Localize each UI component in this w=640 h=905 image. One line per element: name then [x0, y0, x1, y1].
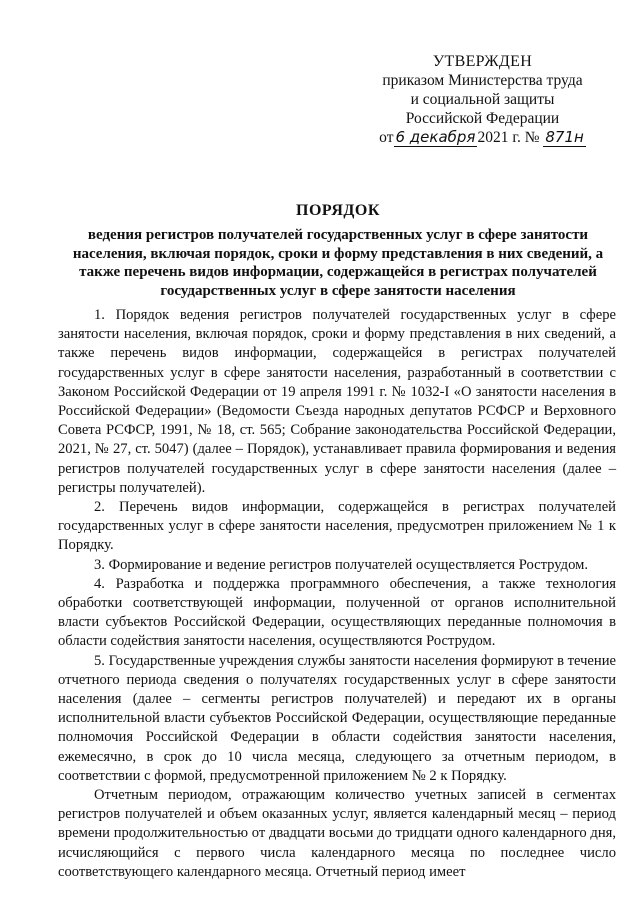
document-body	[58, 306, 616, 882]
approval-heading: УТВЕРЖДЕН	[432, 53, 533, 70]
approval-date-line	[370, 128, 595, 147]
document-title: ПОРЯДОК	[296, 202, 380, 219]
paragraph-3: 3. Формирование и ведение регистров получателей осуществляется Рострудом.	[94, 556, 588, 573]
handwritten-date: 6 декабря	[395, 128, 476, 146]
date-prefix: от	[379, 129, 394, 146]
year-text: 2021 г. №	[477, 129, 540, 146]
handwritten-number: 871н	[545, 128, 584, 146]
approval-line-1: приказом Министерства труда	[382, 72, 583, 89]
paragraph-6: Отчетным периодом, отражающим количество учетных записей в сегментах регистров получателей и объем оказанных услуг, является календарный месяц – период времени продолжительностью от двадцати восьми до тридцати одного календарного дня, исчисляющийся с первого числа календарного месяца по последнее число соответствующего календарного месяца. Отчетный период имеет	[58, 787, 616, 880]
approval-line-2: и социальной защиты	[410, 91, 555, 108]
approval-line-3: Российской Федерации	[405, 110, 560, 127]
approval-stamp	[370, 52, 595, 147]
title-block	[58, 202, 618, 300]
paragraph-2: 2. Перечень видов информации, содержащейся в регистрах получателей государственных услуг в сфере занятости населения, предусмотрен приложением № 1 к Порядку.	[58, 499, 616, 554]
paragraph-1: 1. Порядок ведения регистров получателей государственных услуг в сфере занятости населения, включая порядок, сроки и форму представления в них сведений, а также перечень видов информации, содержащейся в регистрах получателей государственных услуг в сфере занятости населения, разработанный в соответствии с Законом Российской Федерации от 19 апреля 1991 г. № 1032-I «О занятости населения в Российской Федерации» (Ведомости Съезда народных депутатов РСФСР и Верховного Совета РСФСР, 1991, № 18, ст. 565; Собрание законодательства Российской Федерации, 2021, № 27, ст. 5047) (далее – Порядок), устанавливает правила формирования и ведения регистров получателей государственных услуг в сфере занятости населения (далее – регистры получателей).	[58, 307, 616, 496]
paragraph-5: 5. Государственные учреждения службы занятости населения формируют в течение отчетного периода сведения о получателях государственных услуг в сфере занятости населения (далее – сегменты регистров получателей) и передают их в органы исполнительной власти субъектов Российской Федерации, осуществляющие переданные полномочия Российской Федерации в области содействия занятости населения, ежемесячно, в срок до 10 числа месяца, следующего за отчетным периодом, в соответствии с формой, предусмотренной приложением № 2 к Порядку.	[58, 652, 617, 784]
document-subtitle: ведения регистров получателей государственных услуг в сфере занятости населения, включая порядок, сроки и форму представления в них сведений, а также перечень видов информации, содержащейся в регистрах получателей государственных услуг в сфере занятости населения	[72, 227, 604, 299]
paragraph-4: 4. Разработка и поддержка программного обеспечения, а также технология обработки соответствующей информации, полученной от органов исполнительной власти субъектов Российской Федерации, осуществляющих переданные полномочия в области содействия занятости населения, осуществляются Рострудом.	[58, 575, 616, 650]
